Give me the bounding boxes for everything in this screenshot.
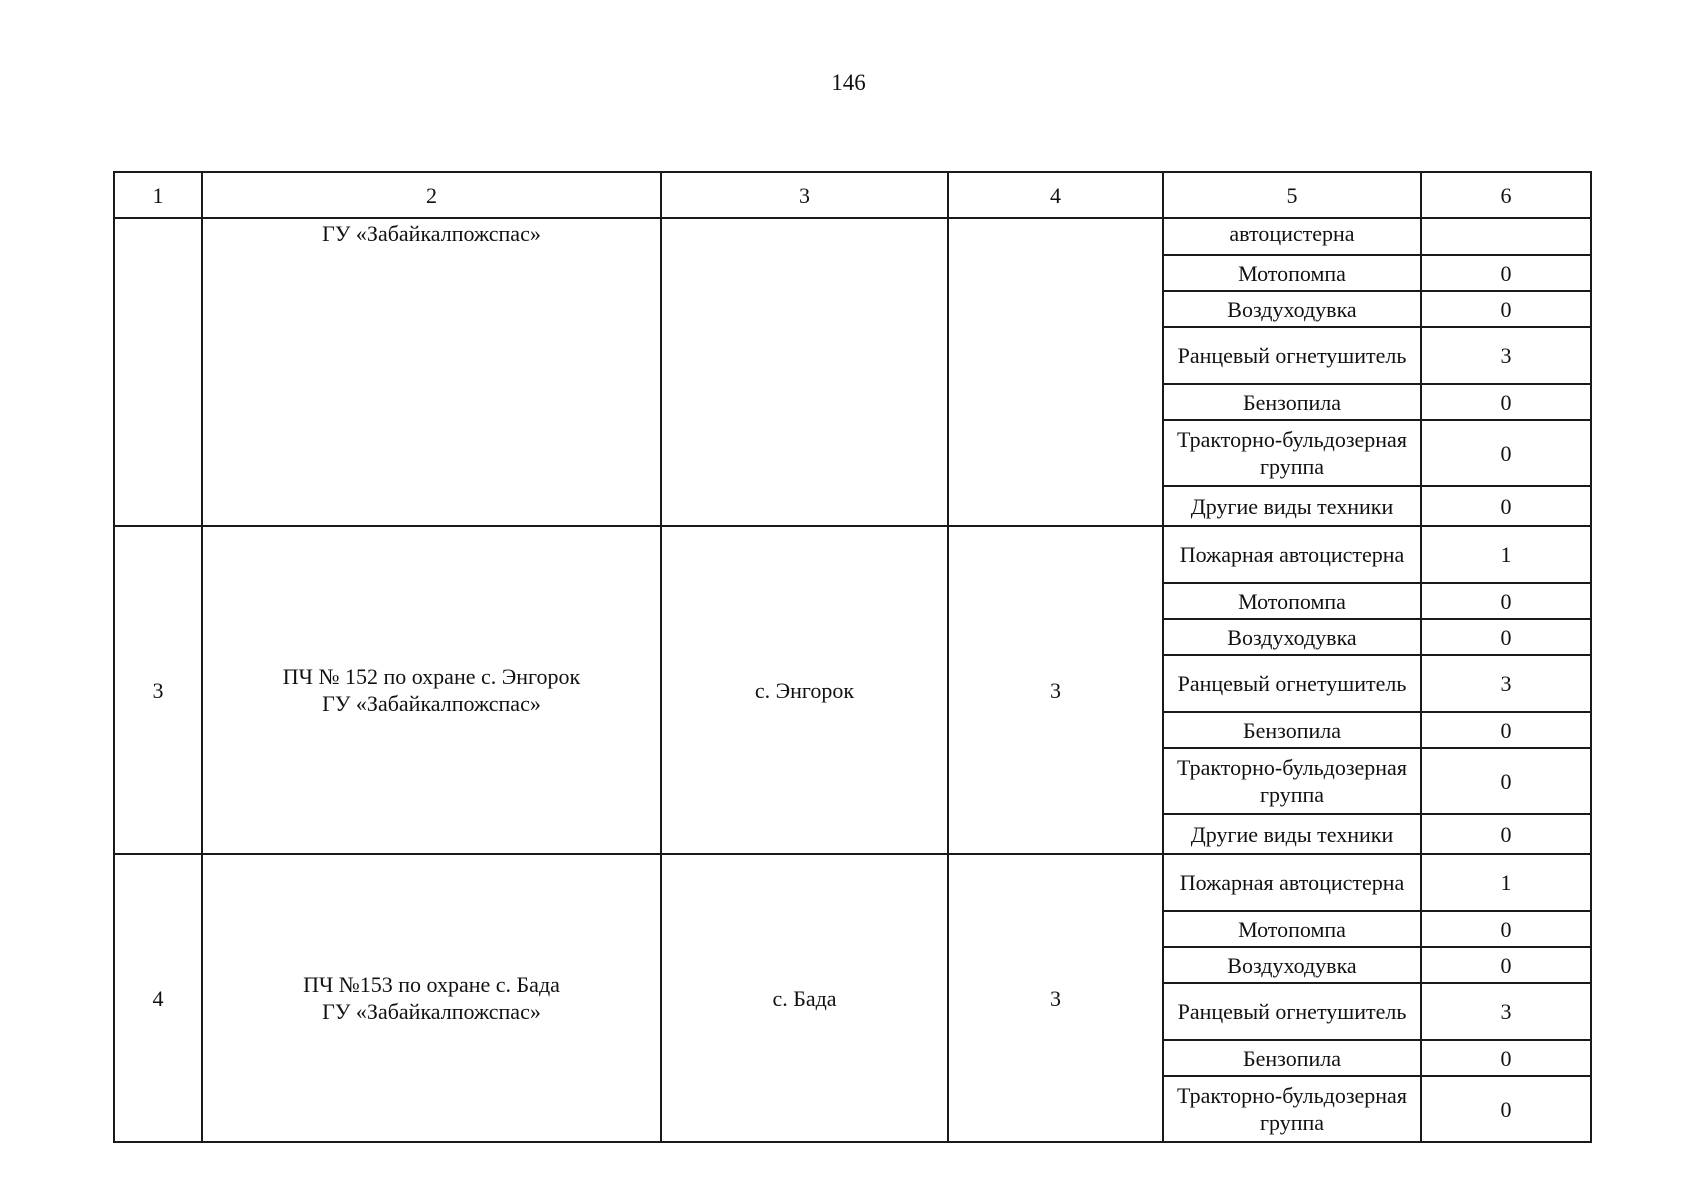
count-cell xyxy=(1421,218,1591,255)
count-cell: 0 xyxy=(1421,420,1591,486)
count-cell: 0 xyxy=(1421,384,1591,420)
col4-cell: 3 xyxy=(948,526,1163,854)
org-cell xyxy=(202,526,661,854)
tech-cell: Ранцевый огнетушитель xyxy=(1163,983,1421,1040)
count-cell: 0 xyxy=(1421,814,1591,854)
tech-cell: Бензопила xyxy=(1163,384,1421,420)
settlement-cell: с. Бада xyxy=(661,854,948,1142)
table-row xyxy=(114,218,1591,255)
org-line: ПЧ № 152 по охране с. Энгорок xyxy=(282,664,581,689)
tech-cell: Мотопомпа xyxy=(1163,911,1421,947)
tech-cell: Мотопомпа xyxy=(1163,583,1421,619)
tech-cell: Воздуходувка xyxy=(1163,947,1421,983)
org-cell: ГУ «Забайкалпожспас» xyxy=(202,218,661,526)
equipment-table xyxy=(113,171,1592,1143)
tech-cell: Воздуходувка xyxy=(1163,619,1421,655)
count-cell: 0 xyxy=(1421,486,1591,526)
count-cell: 0 xyxy=(1421,947,1591,983)
tech-cell: Тракторно-бульдозерная группа xyxy=(1163,748,1421,814)
settlement-cell: с. Энгорок xyxy=(661,526,948,854)
tech-cell: Ранцевый огнетушитель xyxy=(1163,327,1421,384)
header-cell: 2 xyxy=(202,172,661,218)
count-cell: 0 xyxy=(1421,1040,1591,1076)
count-cell: 0 xyxy=(1421,255,1591,291)
tech-cell: Ранцевый огнетушитель xyxy=(1163,655,1421,712)
tech-cell: Воздуходувка xyxy=(1163,291,1421,327)
count-cell: 0 xyxy=(1421,291,1591,327)
count-cell: 0 xyxy=(1421,583,1591,619)
tech-cell: Пожарная автоцистерна xyxy=(1163,854,1421,911)
tech-cell: Другие виды техники xyxy=(1163,814,1421,854)
org-line: ГУ «Забайкалпожспас» xyxy=(322,691,541,716)
tech-cell: Тракторно-бульдозерная группа xyxy=(1163,1076,1421,1142)
table-row xyxy=(114,526,1591,583)
col4-cell: 3 xyxy=(948,854,1163,1142)
tech-cell: Бензопила xyxy=(1163,1040,1421,1076)
org-line: ПЧ №153 по охране с. Бада xyxy=(303,972,560,997)
num-cell xyxy=(114,218,202,526)
num-cell: 3 xyxy=(114,526,202,854)
org-line: ГУ «Забайкалпожспас» xyxy=(322,999,541,1024)
settlement-cell xyxy=(661,218,948,526)
tech-cell: Пожарная автоцистерна xyxy=(1163,526,1421,583)
header-row xyxy=(114,172,1591,218)
count-cell: 1 xyxy=(1421,854,1591,911)
header-cell: 3 xyxy=(661,172,948,218)
tech-cell: Другие виды техники xyxy=(1163,486,1421,526)
header-cell: 6 xyxy=(1421,172,1591,218)
tech-cell: Бензопила xyxy=(1163,712,1421,748)
header-cell: 1 xyxy=(114,172,202,218)
count-cell: 3 xyxy=(1421,327,1591,384)
org-cell xyxy=(202,854,661,1142)
header-cell: 5 xyxy=(1163,172,1421,218)
num-cell: 4 xyxy=(114,854,202,1142)
tech-cell: Тракторно-бульдозерная группа xyxy=(1163,420,1421,486)
count-cell: 0 xyxy=(1421,619,1591,655)
tech-cell: автоцистерна xyxy=(1163,218,1421,255)
col4-cell xyxy=(948,218,1163,526)
page-number: 146 xyxy=(831,70,866,95)
tech-cell: Мотопомпа xyxy=(1163,255,1421,291)
count-cell: 0 xyxy=(1421,911,1591,947)
header-cell: 4 xyxy=(948,172,1163,218)
table-row xyxy=(114,854,1591,911)
count-cell: 3 xyxy=(1421,655,1591,712)
count-cell: 3 xyxy=(1421,983,1591,1040)
count-cell: 0 xyxy=(1421,1076,1591,1142)
count-cell: 0 xyxy=(1421,712,1591,748)
count-cell: 1 xyxy=(1421,526,1591,583)
count-cell: 0 xyxy=(1421,748,1591,814)
